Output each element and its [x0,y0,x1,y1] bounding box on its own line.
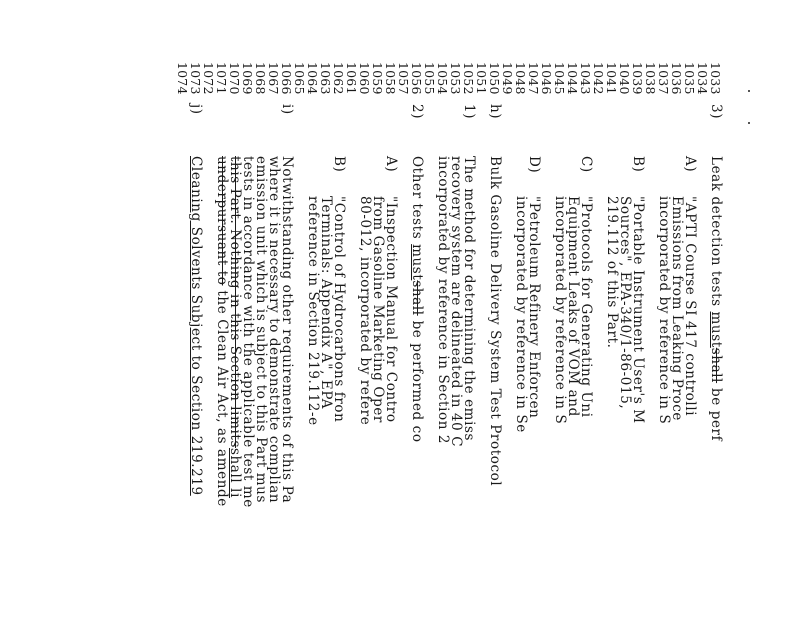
text-run: be perf [708,383,724,442]
line-number: 1057 [396,62,411,95]
text-line-1071 [215,156,228,507]
line-number: 1039 [630,62,645,95]
line-number: 1048 [513,62,528,95]
item-label: A) [383,156,399,173]
text-line-1048: incorporated by reference in Se [513,196,529,433]
text-line-1053: recovery system are delineated in 40 C [448,156,464,448]
line-number: 1038 [643,62,658,95]
text-run: Other tests [409,156,425,245]
text-line-1047: "Petroleum Refinery Enforcen [526,196,542,419]
text-line-1068: emission unit which is subject to this Part mus [253,156,269,504]
item-label: 2) [409,104,425,120]
text-line-1037: incorporated by reference in S [656,196,672,425]
item-label: i) [279,104,295,115]
item-label: A) [682,156,698,173]
text-line-1033 [709,156,722,441]
line-number: 1059 [370,62,385,95]
deleted-text: shall [409,280,425,316]
section-heading-1050: Bulk Gasoline Delivery System Test Protocol [487,156,503,487]
text-line-1041: 219.112 of this Part. [604,196,620,349]
item-label: B) [331,156,347,173]
line-number: 1071 [214,62,229,95]
text-line-1063: Terminals: Appendix A", EPA [318,196,334,410]
text-line-1058: "Inspection Manual for Contro [383,196,399,423]
text-line-1036: Emissions from Leaking Proce [669,196,685,422]
deleted-text: this Part. Nothing in this Section limits [227,156,243,448]
line-number: 1068 [253,62,268,95]
line-number: 1037 [656,62,671,95]
item-label: B) [630,156,646,173]
line-number: 1060 [357,62,372,95]
line-number: 1070 [227,62,242,95]
line-number: 1045 [552,62,567,95]
text-line-1052: The method for determining the emiss [461,156,477,442]
text-line-1039: "Portable Instrument User's M [630,196,646,424]
line-number: 1047 [526,62,541,95]
line-number: 1066 [279,62,294,95]
line-number: 1052 [461,62,476,95]
text-line-1069: tests in accordance with the applicable test me [240,156,256,508]
text-run: the Clean Air Act, as amende [214,285,230,507]
text-line-1073: Cleaning Solvents Subject to Section 219.219 [188,156,204,496]
item-label: 3) [708,104,724,120]
line-number: 1042 [591,62,606,95]
text-line-1060: 80-012, incorporated by refere [357,196,373,426]
line-number: 1072 [201,62,216,95]
item-label: h) [487,104,503,120]
line-number: 1049 [500,62,515,95]
line-number: 1061 [344,62,359,95]
line-number: 1043 [578,62,593,95]
item-label: C) [578,156,594,173]
text-line-1040: Sources", EPA-340/1-86-015, [617,196,633,410]
deleted-text: underpursuant to [214,156,230,286]
text-line-1056 [410,156,423,443]
inserted-text: must [708,311,724,348]
text-run: Leak detection tests [708,156,724,312]
line-number: 1050 [487,62,502,95]
line-number: 1067 [266,62,281,95]
text-line-1059: from Gasoline Marketing Oper [370,196,386,423]
item-label: j) [188,104,204,115]
line-number: 1036 [669,62,684,95]
text-line-1064: reference in Section 219.112-e [305,196,321,426]
line-number: 1035 [682,62,697,95]
line-number: 1033 [708,62,723,95]
deleted-text: shall [708,347,724,384]
line-number: 1074 [175,62,190,95]
line-number: 1046 [539,62,554,95]
text-line-1066: Notwithstanding other requirements of this Pa [279,156,295,504]
text-line-1067: where it is necessary to demonstrate complian [266,156,282,504]
line-number: 1054 [435,62,450,95]
line-number: 1062 [331,62,346,95]
text-line-1045: incorporated by reference in S [552,196,568,425]
text-line-1054: incorporated by reference in Section 2 [435,156,451,445]
item-label: 1) [461,104,477,120]
text-line-1043: "Protocols for Generating Uni [578,196,594,418]
line-number: 1041 [604,62,619,95]
line-number: 1034 [695,62,710,95]
line-number: 1058 [383,62,398,95]
text-line-1062: "Control of Hydrocarbons fron [331,196,347,423]
line-number: 1055 [422,62,437,95]
line-number: 1073 [188,62,203,95]
inserted-text: must [409,244,425,281]
text-line-1035: "APTI Course SI 417 controlli [682,196,698,417]
line-number: 1069 [240,62,255,95]
line-number: 1065 [292,62,307,95]
line-number: 1063 [318,62,333,95]
line-number: 1064 [305,62,320,95]
line-number: 1053 [448,62,463,95]
text-run: be performed co [409,315,425,443]
text-line-1044: Equipment Leaks of VOM and [565,196,581,417]
line-number: 1040 [617,62,632,95]
line-number: 1051 [474,62,489,95]
inserted-text: shall li [227,447,243,499]
line-number: 1056 [409,62,424,95]
line-number: 1044 [565,62,580,95]
item-label: D) [526,156,542,174]
